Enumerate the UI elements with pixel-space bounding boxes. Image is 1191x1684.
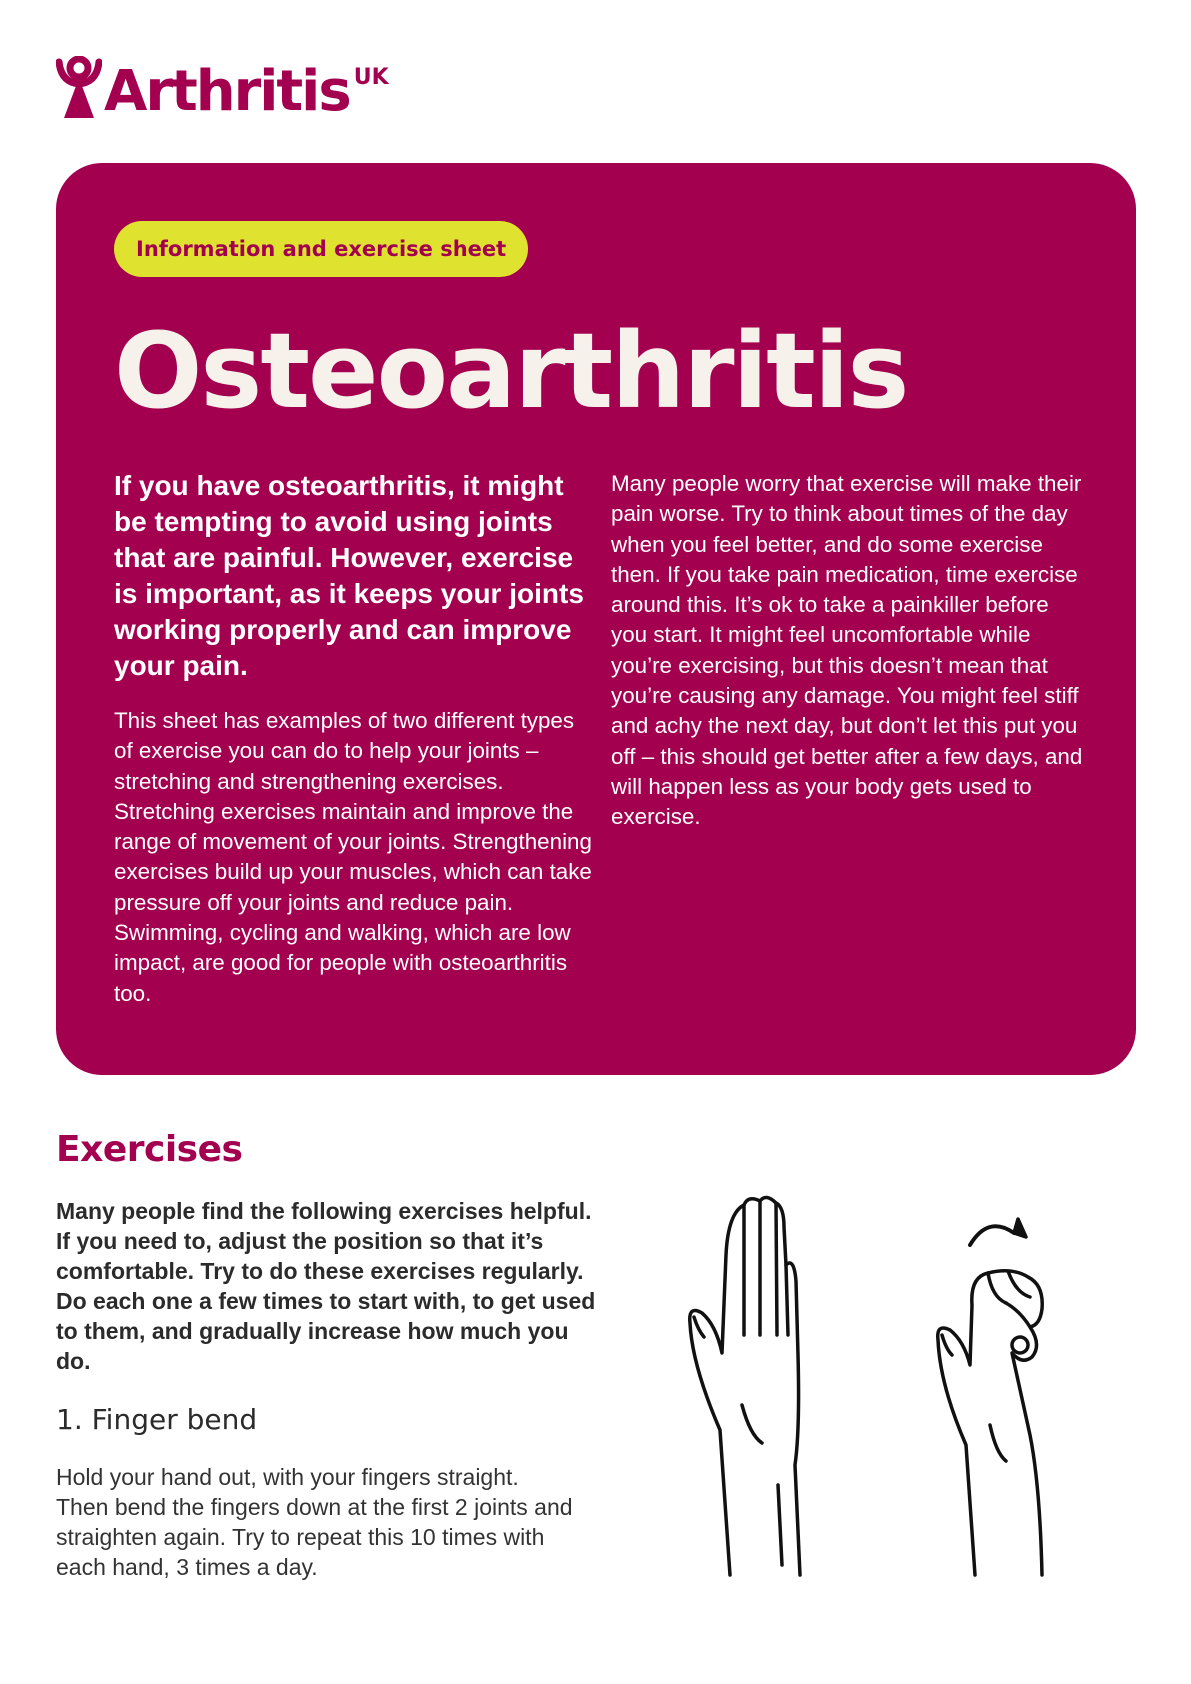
hero-card: [56, 163, 1136, 1075]
arthritis-uk-logo: [56, 56, 389, 124]
exercises-intro: Many people find the following exercises helpful. If you need to, adjust the position so that it’s comfortable. Try to do these exercises regularly. Do each one a few times to start with, to get used to them, and gradually increase how much you do.: [56, 1198, 596, 1374]
open-hand-illustration: [680, 1185, 820, 1585]
exercises-heading: Exercises: [56, 1129, 243, 1170]
logo-figure-icon: [56, 56, 102, 120]
open-hand-icon: [680, 1185, 820, 1585]
hero-right-body: Many people worry that exercise will make their pain worse. Try to think about times of the day when you feel better, and do some exercise then. If you take pain medication, time exercise around this. It’s ok to take a painkiller before you start. It might feel uncomfortable while you’re exercising, but this doesn’t mean that you’re causing any damage. You might feel stiff and achy the next day, but don’t let this put you off – this should get better after a few days, and will happen less as your body gets used to exercise.: [611, 471, 1083, 830]
finger-bend-title: 1. Finger bend: [56, 1403, 258, 1436]
logo-wordmark: Arthritis: [104, 59, 350, 124]
bent-fingers-hand-illustration: [930, 1185, 1070, 1585]
bent-fingers-hand-icon: [930, 1185, 1070, 1585]
finger-bend-description: Hold your hand out, with your fingers straight. Then bend the fingers down at the first 2 joints and straighten again. Try to repeat this 10 times with each hand, 3 times a day.: [56, 1464, 573, 1580]
sheet-type-badge: Information and exercise sheet: [114, 221, 528, 277]
logo-suffix: UK: [353, 65, 389, 90]
hero-lead-paragraph: If you have osteoarthritis, it might be tempting to avoid using joints that are painful. However, exercise is important, as it keeps your joints working properly and can improve your pain.: [114, 470, 584, 681]
hero-left-body: This sheet has examples of two different types of exercise you can do to help your joints – stretching and strengthening exercises. Stretching exercises maintain and improve the range of movement of your joints. Strengthening exercises build up your muscles, which can take pressure off your joints and reduce pain. Swimming, cycling and walking, which are low impact, are good for people with osteoarthritis too.: [114, 708, 592, 1006]
page-title: Osteoarthritis: [114, 310, 908, 432]
hero-left-column: [114, 468, 594, 1009]
